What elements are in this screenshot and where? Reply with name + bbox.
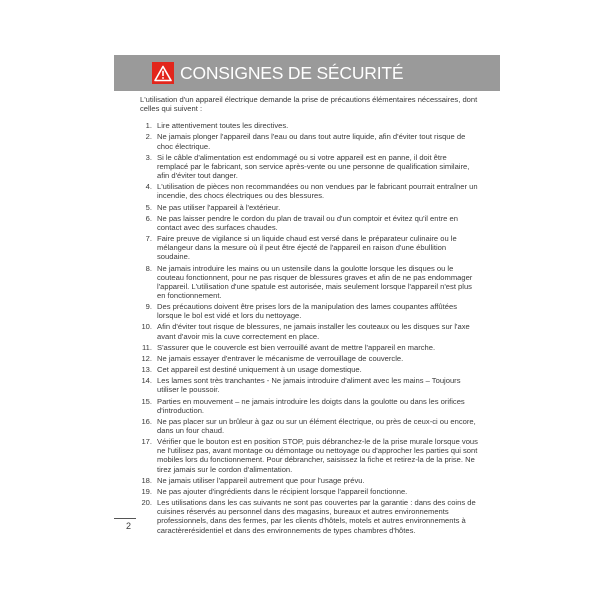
list-item-text: Parties en mouvement – ne jamais introduire les doigts dans la goulotte ou dans les orifices d'introduction. [157,396,465,415]
list-item [140,476,480,485]
list-item-text: Si le câble d'alimentation est endommagé ou si votre appareil est en panne, il doit être remplacé par le fabricant, son service après-vente ou une personne de qualification similaire, afin d'éviter tout danger. [157,152,470,181]
list-item [140,498,480,535]
list-item [140,322,480,340]
list-item-text: Afin d'éviter tout risque de blessures, ne jamais installer les couteaux ou les disques sur l'axe avant d'avoir mis la cuve correctement en place. [157,322,470,341]
list-item-text: Cet appareil est destiné uniquement à un usage domestique. [157,365,362,375]
list-item-number: 13. [141,365,152,375]
list-item-text: Ne pas ajouter d'ingrédients dans le récipient lorsque l'appareil fonctionne. [157,486,408,496]
list-item [140,376,480,394]
page-title: CONSIGNES DE SÉCURITÉ [180,62,404,83]
list-item [140,121,480,130]
list-item-number: 17. [141,437,152,447]
list-item [140,437,480,474]
list-item-text: Ne jamais introduire les mains ou un ustensile dans la goulotte lorsque les disques ou le couteau fonctionnent, pour ne pas risquer de blessures graves et afin de ne pas endommager l'appareil. L'utilisation d'une spatule est autorisée, mais seulement lorsque l'appareil n'est plus en fonctionnement. [157,263,473,300]
footer-rule [114,518,136,519]
list-item-text: Ne jamais essayer d'entraver le mécanisme de verrouillage de couvercle. [157,353,404,363]
list-item [140,214,480,232]
list-item-number: 19. [141,486,152,496]
safety-instructions [140,95,480,537]
list-item-number: 1. [145,121,152,131]
list-item [140,417,480,435]
list-item-text: Des précautions doivent être prises lors de la manipulation des lames coupantes affûtées lorsque le bol est vidé et lors du nettoyage. [157,302,457,321]
list-item-number: 5. [145,202,152,212]
list-item-text: Les lames sont très tranchantes - Ne jamais introduire d'aliment avec les mains – Toujours utiliser le poussoir. [157,376,461,395]
list-item [140,397,480,415]
list-item-number: 2. [145,132,152,142]
list-item-number: 10. [141,322,152,332]
list-item-number: 12. [141,353,152,363]
list-item-text: Lire attentivement toutes les directives. [157,121,289,131]
list-item-number: 3. [145,152,152,162]
list-item-text: Les utilisations dans les cas suivants ne sont pas couvertes par la garantie : dans des coins de cuisines réservés au personnel dans des magasins, bureaux et autres environnements professionnels, dans des fermes, par les clients d'hôtels, motels et autres environnements à caractèrerésidentiel et dans des environnements de types chambres d'hôtes. [157,498,476,535]
section-header [114,55,500,91]
list-item-number: 18. [141,475,152,485]
list-item-text: Faire preuve de vigilance si un liquide chaud est versé dans le préparateur culinaire ou le mélangeur dans la mesure où il peut être éjecté de l'appareil en raison d'une ébullition soudaine. [157,234,457,262]
list-item-number: 7. [145,234,152,244]
list-item-number: 15. [141,396,152,406]
list-item [140,153,480,180]
list-item-number: 20. [141,498,152,508]
list-item [140,343,480,352]
list-item-number: 9. [145,302,152,312]
intro-paragraph: L'utilisation d'un appareil électrique demande la prise de précautions élémentaires nécessaires, dont celles qui suivent : [140,95,478,114]
list-item-number: 4. [145,182,152,192]
list-item-text: S'assurer que le couvercle est bien verrouillé avant de mettre l'appareil en marche. [157,342,436,352]
list-item [140,203,480,212]
page-number: 2 [126,521,132,531]
list-item [140,264,480,301]
list-item-text: Ne pas laisser pendre le cordon du plan de travail ou d'un comptoir et évitez qu'il entre en contact avec des surfaces chaudes. [157,213,458,232]
list-item-text: Ne pas placer sur un brûleur à gaz ou sur un élément électrique, ou près de ceux-ci ou encore, dans un four chaud. [157,416,476,435]
list-item [140,234,480,261]
list-item-number: 14. [141,376,152,386]
list-item-number: 6. [145,213,152,223]
warning-triangle-icon [152,62,174,84]
list-item [140,487,480,496]
list-item-text: L'utilisation de pièces non recommandées ou non vendues par le fabricant pourrait entraîner un incendie, des chocs électriques ou des blessures. [157,182,478,201]
list-item [140,182,480,200]
list-item [140,132,480,150]
list-item-number: 16. [141,416,152,426]
list-item-text: Ne jamais plonger l'appareil dans l'eau ou dans tout autre liquide, afin d'éviter tout risque de choc électrique. [157,132,466,151]
list-item-number: 11. [142,342,152,352]
list-item-text: Vérifier que le bouton est en position STOP, puis débranchez-le de la prise murale lorsque vous ne l'utilisez pas, avant montage ou démontage ou nettoyage ou d'approcher les parties qui sont mobiles lors du fonctionnement. Pour débrancher, saisissez la fiche et retirez-la de la prise. Ne tirez jamais sur le cordon d'alimentation. [157,437,478,474]
list-item-text: Ne jamais utiliser l'appareil autrement que pour l'usage prévu. [157,475,365,485]
list-item-number: 8. [145,263,152,273]
list-item [140,354,480,363]
list-item [140,365,480,374]
list-item [140,302,480,320]
instruction-list [140,121,480,534]
list-item-text: Ne pas utiliser l'appareil à l'extérieur. [157,202,281,212]
